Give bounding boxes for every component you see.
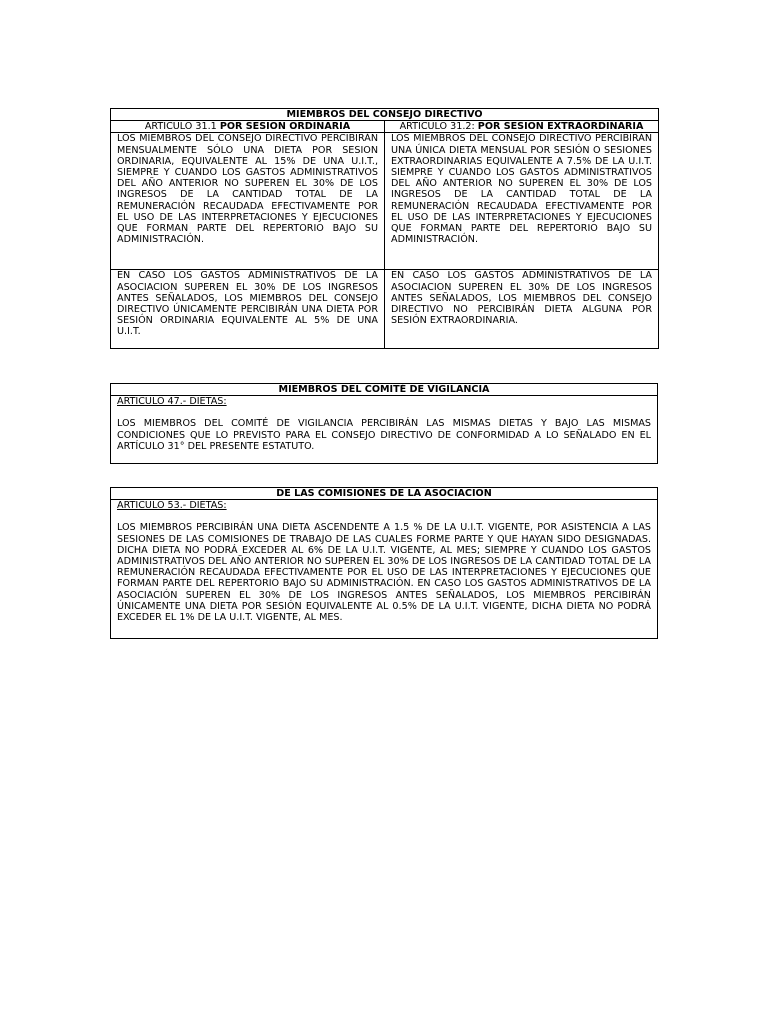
consejo-title: MIEMBROS DEL CONSEJO DIRECTIVO <box>111 109 659 121</box>
comite-vigilancia-table <box>110 383 658 464</box>
vigilancia-paragraph: LOS MIEMBROS DEL COMITÉ DE VIGILANCIA PERCIBIRÁN LAS MISMAS DIETAS Y BAJO LAS MISMAS CONDICIONES QUE LO PREVISTO PARA EL CONSEJO DIRECTIVO DE CONFORMIDAD A LO SEÑALADO EN EL ARTÍCULO 31° DEL PRESENTE ESTATUTO. <box>117 418 651 452</box>
article-31-1-number: ARTICULO 31.1 <box>144 121 220 133</box>
comisiones-table <box>110 487 658 639</box>
article-53-label: ARTICULO 53.- DIETAS: <box>117 500 227 512</box>
consejo-directivo-table <box>110 108 659 349</box>
ordinaria-exceso-paragraph: EN CASO LOS GASTOS ADMINISTRATIVOS DE LA ASOCIACION SUPEREN EL 30% DE LOS INGRESOS ANTES SEÑALADOS, LOS MIEMBROS DEL CONSEJO DIRECTIVO ÚNICAMENTE PERCIBIRÁN UNA DIETA POR SESIÓN ORDINARIA EQUIVALENTE AL 5% DE UNA U.I.T. <box>111 270 385 349</box>
article-47-label: ARTICULO 47.- DIETAS: <box>117 396 227 408</box>
vigilancia-body-cell <box>111 396 658 464</box>
extraordinaria-paragraph: LOS MIEMBROS DEL CONSEJO DIRECTIVO PERCIBIRÁN UNA ÚNICA DIETA MENSUAL POR SESIÓN O SESIONES EXTRAORDINARIAS EQUIVALENTE A 7.5% DE LA U.I.T. SIEMPRE Y CUANDO LOS GASTOS ADMINISTRATIVOS DEL AÑO ANTERIOR NO SUPEREN EL 30% DE LOS INGRESOS DE LA CANTIDAD TOTAL DE LA REMUNERACIÓN RECAUDADA EFECTIVAMENTE POR EL USO DE LAS INTERPRETACIONES Y EJECUCIONES QUE FORMAN PARTE DEL REPERTORIO BAJO SU ADMINISTRACIÓN. <box>385 133 659 270</box>
article-31-2-header <box>385 121 659 133</box>
comisiones-paragraph: LOS MIEMBROS PERCIBIRÁN UNA DIETA ASCENDENTE A 1.5 % DE LA U.I.T. VIGENTE, POR ASISTENCIA A LAS SESIONES DE LAS COMISIONES DE TRABAJO DE LAS CUALES FORME PARTE Y QUE HAYAN SIDO DESIGNADAS. DICHA DIETA NO PODRÁ EXCEDER AL 6% DE LA U.I.T. VIGENTE, AL MES; SIEMPRE Y CUANDO LOS GASTOS ADMINISTRATIVOS DEL AÑO ANTERIOR NO SUPEREN EL 30% DE LOS INGRESOS DE LA CANTIDAD TOTAL DE LA REMUNERACIÓN RECAUDADA EFECTIVAMENTE POR EL USO DE LAS INTERPRETACIONES Y EJECUCIONES QUE FORMAN PARTE DEL REPERTORIO BAJO SU ADMINISTRACIÓN. EN CASO LOS GASTOS ADMINISTRATIVOS DE LA ASOCIACIÓN SUPEREN EL 30% DE LOS INGRESOS ANTES SEÑALADOS, LOS MIEMBROS PERCIBIRÁN ÚNICAMENTE UNA DIETA POR SESIÓN EQUIVALENTE AL 0.5% DE LA U.I.T. VIGENTE, DICHA DIETA NO PODRÁ EXCEDER EL 1% DE LA U.I.T. VIGENTE, AL MES. <box>117 522 651 624</box>
comisiones-body-cell <box>111 500 658 639</box>
comisiones-title: DE LAS COMISIONES DE LA ASOCIACION <box>111 488 658 500</box>
extraordinaria-exceso-paragraph: EN CASO LOS GASTOS ADMINISTRATIVOS DE LA ASOCIACION SUPEREN EL 30% DE LOS INGRESOS ANTES SEÑALADOS, LOS MIEMBROS DEL CONSEJO DIRECTIVO NO PERCIBIRÁN DIETA ALGUNA POR SESIÓN EXTRAORDINARIA. <box>385 270 659 349</box>
article-31-2-number: ARTICULO 31.2: <box>399 121 478 133</box>
article-31-2-title: POR SESION EXTRAORDINARIA <box>477 121 644 133</box>
ordinaria-paragraph: LOS MIEMBROS DEL CONSEJO DIRECTIVO PERCIBIRÁN MENSUALMENTE SÓLO UNA DIETA POR SESION ORDINARIA, EQUIVALENTE AL 15% DE UNA U.I.T., SIEMPRE Y CUANDO LOS GASTOS ADMINISTRATIVOS DEL AÑO ANTERIOR NO SUPEREN EL 30% DE LOS INGRESOS DE LA CANTIDAD TOTAL DE LA REMUNERACIÓN RECAUDADA EFECTIVAMENTE POR EL USO DE LAS INTERPRETACIONES Y EJECUCIONES QUE FORMAN PARTE DEL REPERTORIO BAJO SU ADMINISTRACIÓN. <box>111 133 385 270</box>
vigilancia-title: MIEMBROS DEL COMITÉ DE VIGILANCIA <box>111 384 658 396</box>
article-31-1-header <box>111 121 385 133</box>
article-31-1-title: POR SESION ORDINARIA <box>219 121 351 133</box>
